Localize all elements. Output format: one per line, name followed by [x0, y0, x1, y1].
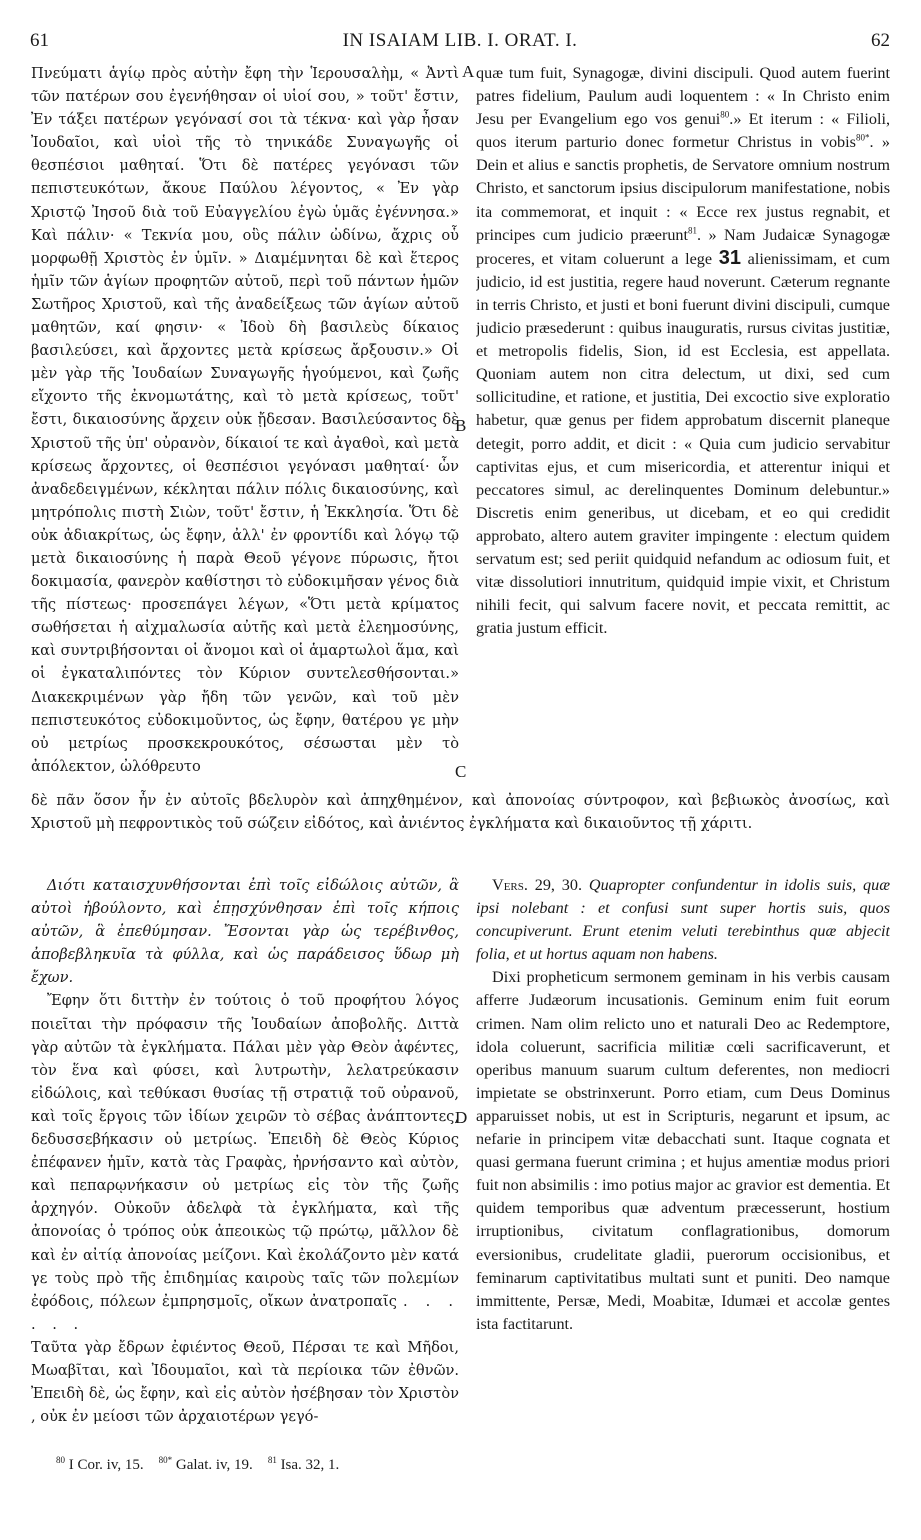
latin-text: quæ tum fuit, Synagogæ, divini discipuli. Quod autem fuerint patres fidelium, Paulum audi loquentem : « In Christo enim Jesu per Evangelium ego vos genui — [476, 64, 890, 129]
greek-column-lower — [31, 874, 459, 1449]
latin-text: .» Et iterum : « Filioli, quos iterum parturio donec formetur Christus in vobis — [476, 110, 890, 152]
greek-wide-continuation — [31, 789, 890, 861]
greek-paragraph-3: Ταῦτα γὰρ ἔδρων ἐφιέντος Θεοῦ, Πέρσαι τε καὶ Μῆδοι, Μωαβῖται, καὶ Ἰδουμαῖοι, καὶ τὰ περίοικα τῶν ἐθνῶν. Ἐπειδὴ δὲ, ὡς ἔφην, καὶ εἰς αὐτὸν ἠσέβησαν τὸν Χριστὸν , οὐκ ἐν μείοσι τῶν ἀρχαιοτέρων γεγό- — [31, 1338, 459, 1426]
greek-paragraph-1: Πνεύματι ἁγίῳ πρὸς αὐτὴν ἔφη τὴν Ἱερουσαλὴμ, « Ἀντὶ τῶν πατέρων σου ἐγενήθησαν οἱ υἱοί σου, » τοῦτ' ἔστιν, Ἐν τάξει πατέρων γεγόνασί σοι τὰ τέκνα· καὶ γὰρ ἦσαν Ἰουδαῖοι, καὶ υἱοὶ τῆς τὸ τηνικάδε Συναγωγῆς οἱ θεσπέσιοι μαθηταί. Ὅτι δὲ πατέρες γεγόνασι τῶν πεπιστευκότων, ἄκουε Παύλου λέγοντος, « Ἐν γὰρ Χριστῷ Ἰησοῦ διὰ τοῦ Εὐαγγελίου ἐγὼ ὑμᾶς ἐγέννησα.» Καὶ πάλιν· « Τεκνία μου, οὓς πάλιν ὠδίνω, ἄχρις οὗ μορφωθῇ Χριστὸς ἐν ὑμῖν. » Διαμέμνηται δὲ καὶ ἕτερος ἡμῖν τῶν ἁγίων προφητῶν αὐτοῦ, περὶ τοῦ πάντων ἡμῶν Σωτῆρος Χριστοῦ, καὶ τῆς ἀναδείξεως τῶν ἁγίων αὐτοῦ μαθητῶν, καί φησιν· « Ἰδοὺ δὴ βασιλεὺς δίκαιος βασιλεύσει, καὶ ἄρχοντες μετὰ κρίσεως ἄρξουσιν.» Οἱ μὲν γὰρ τῆς Ἰουδαίων Συναγωγῆς ἡγούμενοι, καὶ ζωῆς εἴχοντο τῆς ἐκνομωτάτης, καὶ τὸ μετὰ κρίσεως, τοῦτ' ἔστι, δικαιοσύνης ἄρχειν οὐκ ᾔδεσαν. Βασιλεύσαντος δὲ Χριστοῦ τῆς ὑπ' οὐρανὸν, δίκαιοί τε καὶ ἀγαθοὶ, καὶ μετὰ κρίσεως ἄρχοντες, οἱ θεσπέσιοι γεγόνασι μαθηταί· ὧν ἀναδεδειγμένων, κέκληται πάλιν πόλις δικαιοσύνης, καὶ μητρόπολις πιστὴ Σιὼν, τοῦτ' ἔστιν, ἡ Ἐκκλησία. Ὅτι δὲ οὐκ ἀδιακρίτως, ὡς ἔφην, ἀλλ' ἐν φροντίδι καὶ λόγῳ τῷ μετὰ δικαιοσύνης ἡ παρὰ Θεοῦ γέγονε πύρωσις, ἤτοι δοκιμασία, φανερὸν καθίστησι τὸ εὐδοκιμῆσαν γένος διὰ τῆς πίστεως· προσεπάγει λέγων, «Ὅτι μετὰ κρίματος σωθήσεται ἡ αἰχμαλωσία αὐτῆς καὶ μετὰ ἐλεημοσύνης, καὶ συντριβήσονται οἱ ἄνομοι καὶ οἱ ἁμαρτωλοὶ ἅμα, καὶ οἱ ἐγκαταλιπόντες τὸν Κύριον συντελεσθήσονται.» Διακεκριμένων γὰρ ἤδη τῶν γενῶν, καὶ τοῦ μὲν πεπιστευκότος εὐδοκιμοῦντος, ὡς ἔφην, θατέρου γε μὴν οὐ μετρίως προσκεκρουκότος, σέσωσται μὲν τὸ ἀπόλεκτον, ὠλόθρευτο — [31, 65, 459, 775]
greek-lemma: Διότι καταισχυνθήσονται ἐπὶ τοῖς εἰδώλοις αὐτῶν, ἃ αὐτοὶ ἠβούλοντο, καὶ ἐπῃσχύνθησαν ἐπὶ τοῖς κήποις αὐτῶν, ἃ ἐπεθύμησαν. Ἔσονται γὰρ ὡς τερέβινθος, ἀποβεβληκυῖα τὰ φύλλα, καὶ ὡς παράδεισος ὕδωρ μὴ ἔχων. — [31, 877, 459, 987]
footnote-label: 80 — [56, 1455, 65, 1465]
footnote-ref-81: 81 — [688, 225, 698, 236]
footnotes — [56, 1457, 476, 1474]
footnote-reference: Galat. iv, 19. — [175, 1457, 253, 1473]
page-number-right: 62 — [871, 30, 890, 51]
greek-column-upper — [31, 62, 459, 778]
margin-marker-d: D — [455, 1108, 468, 1127]
latin-paragraph-2: Dixi propheticum sermonem geminam in his verbis causam afferre Judæorum incusationis. Geminum enim fuit eorum crimen. Nam olim relicto uno et naturali Deo ac Redemptore, idola coluerunt, sacrificia militiæ cœli sacrificaverunt, et operibus manuum suarum cultum deferentes, non mediocri impietate se obstrinxerunt. Porro etiam, cum Deus Dominus apparuisset nobis, ut est in Scripturis, negarunt et ipsum, ac nefarie in principem vitæ debacchati sunt. Itaque cognata et quasi germana fuerunt crimina ; et hujus amentiæ modus priori fuit non absimilis : imo potius major ac gravior est dementia. Et quidem temporibus quæ adventum præcesserunt, hostium irruptionibus, civitatum conflagrationibus, domorum eversionibus, crudelitate gladii, puerorum occisionibus, et feminarum captivitatibus multati sunt et puniti. Deo namque immittente, Persæ, Medi, Moabitæ, Idumæi et accolæ gentes ista factitarunt. — [476, 968, 890, 1333]
latin-column-lower — [476, 874, 890, 1449]
latin-text: . » Dein et alius e sanctis prophetis, de Servatore omnium nostrum Christo, et sanctorum ipsius discipulorum manifestatione, nobis ita commemorat, et inquit : « Ecce rex justus regnabit, et principes cum judicio præerunt — [476, 133, 890, 244]
latin-lemma-text: Quapropter confundentur in idolis suis, quæ ipsi nolebant : et confusi sunt super hortis suis, quos concupiverunt. Erunt etenim veluti terebinthus quæ abjecit folia, et ut hortus aquam non habens. — [476, 876, 890, 964]
greek-paragraph-2 — [31, 989, 459, 1335]
verse-label: Vers. 29, 30. — [492, 876, 583, 894]
latin-lemma — [476, 874, 890, 966]
footnote-label: 81 — [267, 1455, 277, 1465]
footnote-ref-80: 80 — [720, 109, 730, 120]
latin-column-upper — [476, 62, 890, 800]
margin-marker-c: C — [455, 762, 467, 781]
footnote-label: 80* — [158, 1455, 173, 1465]
latin-paragraph-1 — [476, 62, 890, 640]
footnote-reference: Isa. 32, 1. — [280, 1457, 340, 1473]
running-header — [30, 30, 890, 58]
page-number-left: 61 — [30, 30, 49, 51]
ellipsis-dots: . . . . . . — [31, 1292, 459, 1333]
latin-text: alienissimam, et cum judicio, id est justitia, regere haud noverunt. Cæterum regnante in terris Christo, et justi et boni fuerunt divini discipuli, cumque judicio præsederunt : quibus inauguratis, rursus civitas justitiæ, et metropolis fidelis, Sion, id est Ecclesia, est appellata. Quoniam autem non citra delectum, ut dixi, sed cum sollicitudine, et ratione, et justitia, Dei excoctio sive exploratio habetur, quæ genus per fidem approbatum discernit planeque detegit, porro addit, et dicit : « Quia cum judicio servabitur captivitas ejus, et cum misericordia, et atterentur iniqui et peccatores simul, ac derelinquentes Dominum delebuntur.» Discretis enim generibus, ut dicebam, et eo qui credidit approbato, altero autem graviter impingente : electum quidem servatum est; sed periit quidquid nefandum ac odiosum fuit, et vitæ dissolutiori innutritum, quidquid impie vixit, et Christum nihili fecit, qui salvum facere novit, et peccata remittit, ac gratia justum efficit. — [476, 249, 890, 638]
footnote-reference: I Cor. iv, 15. — [68, 1457, 144, 1473]
greek-continuation-text: δὲ πᾶν ὅσον ἦν ἐν αὐτοῖς βδελυρὸν καὶ ἀπηχθημένον, καὶ ἀπονοίας σύντροφον, καὶ βεβιωκὸς ἀνοσίως, καὶ Χριστοῦ μὴ πεφροντικὸς τοῦ σώζειν εἰδότος, καὶ ἀνιέντος ἐγκλήματα καὶ δικαιοῦντος τῇ χάριτι. — [31, 792, 890, 833]
margin-marker-b: B — [455, 416, 467, 435]
footnote-ref-80b: 80* — [855, 132, 870, 143]
margin-marker-a: A — [462, 62, 475, 81]
latin-text: . » Nam Judaicæ Synagogæ proceres, et vitam coluerunt a lege — [476, 225, 890, 268]
running-title: IN ISAIAM LIB. I. ORAT. I. — [342, 30, 578, 51]
column-number: 31 — [718, 246, 741, 269]
greek-text: Ἔφην ὅτι διττὴν ἐν τούτοις ὁ τοῦ προφήτου λόγος ποιεῖται τὴν πρόφασιν τῆς Ἰουδαίων ἀποβολῆς. Διττὰ γὰρ αὐτῶν τὰ ἐγκλήματα. Πάλαι μὲν γὰρ Θεὸν ἀφέντες, τὸν ἕνα καὶ φύσει, καὶ λυτρωτὴν, λελατρεύκασιν εἰδώλοις, καὶ τεθύκασι θυσίας τῇ στρατιᾷ τοῦ οὐρανοῦ, καὶ τοῖς ἔργοις τῶν ἰδίων χειρῶν τὸ σέβας ἀνάπτοντες, δεδυσσεβήκασιν οὐ μετρίως. Ἐπειδὴ δὲ Θεὸς Κύριος ἐπέφανεν ἡμῖν, κατὰ τὰς Γραφὰς, ἠρνήσαντο καὶ αὐτὸν, καὶ πεπαρῳνήκασιν οὐ μετρίως εἰς τὸν τῆς ζωῆς ἀρχηγόν. Οὐκοῦν ἀδελφὰ τὰ ἐγκλήματα, καὶ τῆς ἀπονοίας ὁ τρόπος οὐκ ἀπεοικὼς τῷ πρώτῳ, μᾶλλον δὲ καὶ ἐν αἰτίᾳ ἀπονοίας μείζονι. Καὶ ἐκολάζοντο μὲν κατά γε τοὺς πρὸ τῆς ἐπιδημίας καιροὺς ταῖς τῶν πολεμίων ἐφόδοις, πόλεων ἐμπρησμοῖς, οἴκων ἀνατροπαῖς — [31, 992, 459, 1310]
